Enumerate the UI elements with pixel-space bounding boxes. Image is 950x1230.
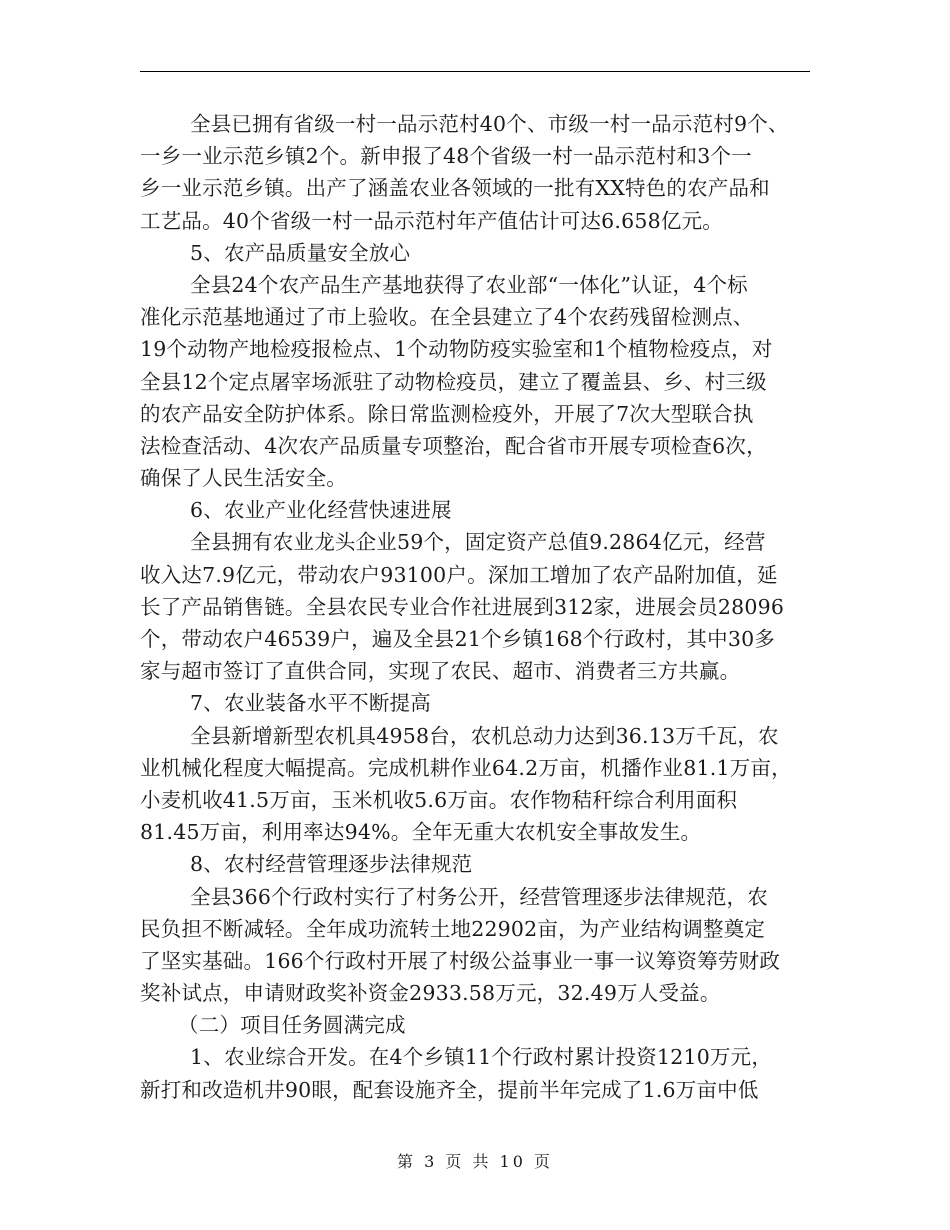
- text-line: 小麦机收41.5万亩，玉米机收5.6万亩。农作物秸秆综合利用面积: [140, 787, 738, 812]
- text-line: 民负担不断减轻。全年成功流转土地22902亩，为产业结构调整奠定: [140, 916, 766, 941]
- text-line: 全县新增新型农机具4958台，农机总动力达到36.13万千瓦，农: [190, 723, 779, 748]
- text-line: 全县已拥有省级一村一品示范村40个、市级一村一品示范村9个、: [190, 112, 789, 136]
- text-line: 全县366个行政村实行了村务公开，经营管理逐步法律规范，农: [190, 884, 768, 909]
- text-line: 的农产品安全防护体系。除日常监测检疫外，开展了7次大型联合执: [140, 401, 754, 426]
- text-line: 19个动物产地检疫报检点、1个动物防疫实验室和1个植物检疫点，对: [140, 337, 773, 362]
- text-line: 收入达7.9亿元，带动农户93100户。深加工增加了农产品附加值，延: [140, 562, 778, 587]
- text-line: 81.45万亩，利用率达94%。全年无重大农机安全事故发生。: [140, 820, 702, 845]
- text-line: 奖补试点，申请财政奖补资金2933.58万元，32.49万人受益。: [140, 981, 721, 1006]
- text-line: 新打和改造机井90眼，配套设施齐全，提前半年完成了1.6万亩中低: [140, 1077, 759, 1102]
- text-line: 5、农产品质量安全放心: [190, 240, 411, 265]
- text-line: 了坚实基础。166个行政村开展了村级公益事业一事一议筹资筹劳财政: [140, 948, 781, 973]
- text-line: 确保了人民生活安全。: [140, 466, 347, 491]
- text-line: 法检查活动、4次农产品质量专项整治，配合省市开展专项检查6次，: [140, 433, 767, 458]
- text-line: 长了产品销售链。全县农民专业合作社进展到312家，进展会员28096: [140, 594, 785, 619]
- page-number: 第 3 页 共 10 页: [397, 1152, 553, 1171]
- text-line: 7、农业装备水平不断提高: [190, 691, 431, 716]
- text-line: 业机械化程度大幅提高。完成机耕作业64.2万亩，机播作业81.1万亩，: [140, 755, 792, 780]
- text-line: 家与超市签订了直供合同，实现了农民、超市、消费者三方共赢。: [140, 659, 741, 684]
- text-line: 一乡一业示范乡镇2个。新申报了48个省级一村一品示范村和3个一: [140, 144, 752, 169]
- text-line: 6、农业产业化经营快速进展: [190, 498, 452, 523]
- header-rule: [140, 71, 810, 72]
- text-line: 全县12个定点屠宰场派驻了动物检疫员，建立了覆盖县、乡、村三级: [140, 369, 767, 394]
- text-line: 全县拥有农业龙头企业59个，固定资产总值9.2864亿元，经营: [190, 530, 766, 555]
- text-line: 8、农村经营管理逐步法律规范: [190, 852, 473, 877]
- text-line: 准化示范基地通过了市上验收。在全县建立了4个农药残留检测点、: [140, 305, 754, 330]
- text-line: （二）项目任务圆满完成: [178, 1013, 406, 1038]
- text-line: 全县24个农产品生产基地获得了农业部“一体化”认证，4个标: [190, 272, 748, 297]
- document-body: [140, 108, 812, 1106]
- text-line: 1、农业综合开发。在4个乡镇11个行政村累计投资1210万元，: [190, 1045, 773, 1070]
- text-line: 乡一业示范乡镇。出产了涵盖农业各领域的一批有XX特色的农产品和: [140, 176, 770, 201]
- text-line: 工艺品。40个省级一村一品示范村年产值估计可达6.658亿元。: [140, 208, 723, 233]
- text-line: 个，带动农户46539户，遍及全县21个乡镇168个行政村，其中30多: [140, 627, 776, 651]
